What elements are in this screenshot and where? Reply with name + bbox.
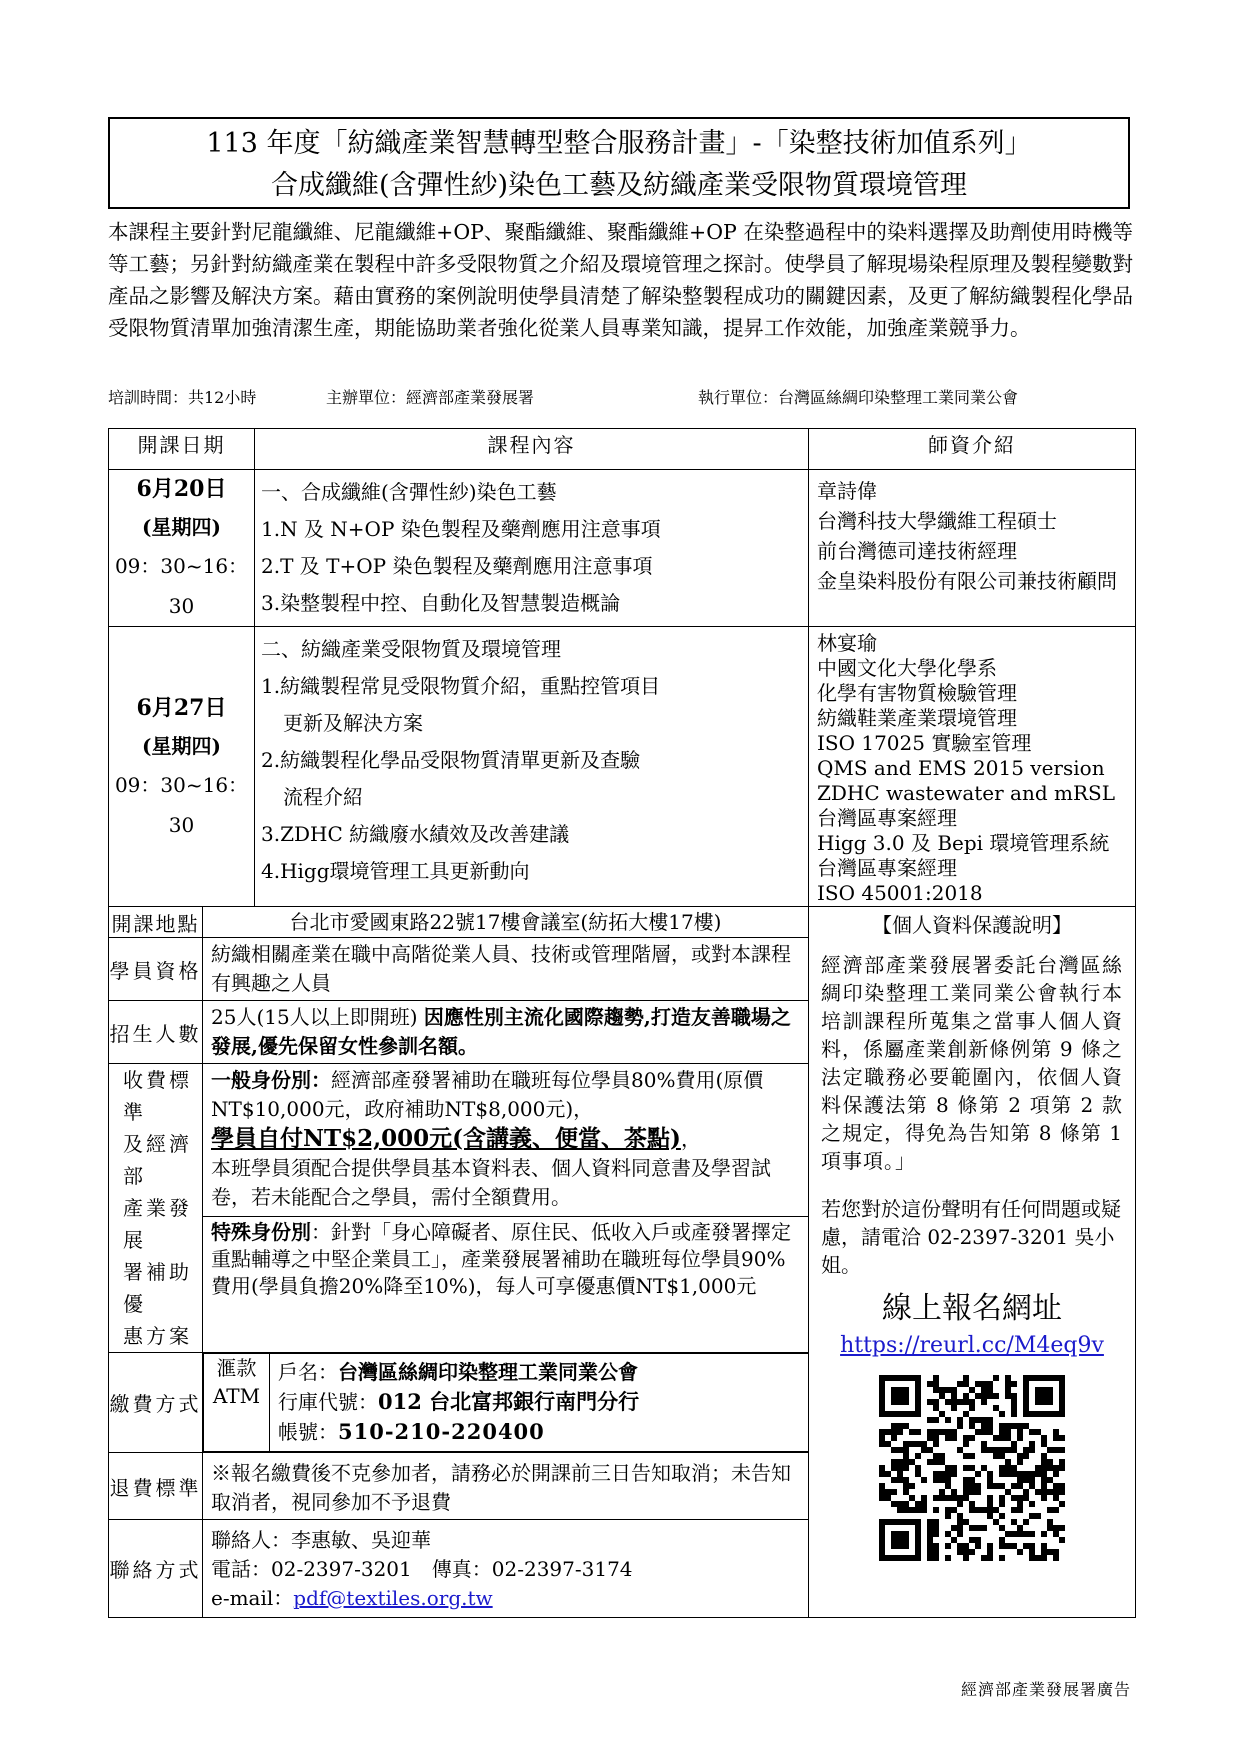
contact-phone: 電話：02-2397-3201 傳真：02-2397-3174 [211,1557,633,1581]
location-label: 開課地點 [109,907,203,938]
teacher-info: 前台灣德司達技術經理 [817,539,1017,563]
contact-email-link[interactable]: pdf@textiles.org.tw [293,1586,493,1610]
session-item: 2.紡織製程化學品受限物質清單更新及查驗 [261,748,641,772]
footer-ad: 經濟部產業發展署廣告 [960,1680,1131,1699]
session-date: 6月20日 [136,476,227,502]
session-item: 3.染整製程中控、自動化及智慧製造概論 [261,591,621,615]
contact-label: 聯絡方式 [109,1520,203,1618]
qr-code-icon[interactable] [879,1375,1065,1561]
header-date: 開課日期 [109,429,255,470]
enrollment-gender-note: 因應性別主流化國際趨勢,打造友善職場之發展,優先保留女性參訓名額。 [211,1005,791,1058]
payment-method-line: ATM [212,1384,261,1408]
contact-value [203,1520,809,1618]
session-item: 更新及解決方案 [283,711,423,735]
session-topic: 一、合成纖維(含彈性紗)染色工藝 [261,480,557,504]
account-name: 台灣區絲綢印染整理工業同業公會 [338,1360,638,1384]
session-row [109,627,1136,907]
session-weekday: (星期四) [142,515,221,539]
refund-label: 退費標準 [109,1453,203,1520]
enrollment-label: 招生人數 [109,1001,203,1064]
session-content [255,470,809,627]
session-item: 1.紡織製程常見受限物質介紹，重點控管項目 [261,674,661,698]
fees-general [203,1064,808,1217]
session-time: 09：30~16：30 [114,554,249,618]
fees-label-line: 惠方案 [123,1324,192,1348]
header-content: 課程內容 [255,429,809,470]
training-time: 培訓時間：共12小時 [108,388,257,407]
course-table [108,428,1136,1618]
contact-email-label: e-mail： [211,1586,294,1610]
session-item: 1.N 及 N+OP 染色製程及藥劑應用注意事項 [261,517,661,541]
fees-special [203,1217,808,1302]
session-date-cell [109,470,255,627]
teacher-name: 章詩偉 [817,479,877,503]
fees-value [203,1064,809,1353]
signup-url-link[interactable]: https://reurl.cc/M4eq9v [840,1333,1104,1358]
teacher-info: Higg 3.0 及 Bepi 環境管理系統 [817,831,1110,855]
fees-general-label: 一般身份別： [211,1068,331,1092]
signup-title: 線上報名網址 [882,1291,1062,1326]
fees-special-text: ：針對「身心障礙者、原住民、低收入戶或產發署擇定重點輔導之中堅企業員工」，產業發展署補助在職班每位學員90%費用(學員負擔20%降至10%)，每人可享優惠價NT$1,000元 [211,1220,791,1298]
fees-general-note: 本班學員須配合提供學員基本資料表、個人資料同意書及學習試卷，若未能配合之學員，需付全額費用。 [211,1156,771,1209]
eligibility-label: 學員資格 [109,938,203,1001]
teacher-info: ZDHC wastewater and mRSL [817,781,1116,805]
bank-name: 012 台北富邦銀行南門分行 [378,1389,640,1414]
contact-people: 聯絡人：李惠敏、吳迎華 [211,1528,431,1552]
session-item: 4.Higg環境管理工具更新動向 [261,859,530,883]
title-line-1: 113 年度「紡織產業智慧轉型整合服務計畫」-「染整技術加值系列」 [206,128,1032,159]
teacher-name: 林宴瑜 [817,631,877,655]
title-line-2: 合成纖維(含彈性紗)染色工藝及紡織產業受限物質環境管理 [270,170,968,201]
title-box [108,117,1130,209]
session-item: 2.T 及 T+OP 染色製程及藥劑應用注意事項 [261,554,653,578]
eligibility-value: 紡織相關產業在職中高階從業人員、技術或管理階層，或對本課程有興趣之人員 [203,938,809,1001]
teacher-info: 紡織鞋業產業環境管理 [817,706,1017,730]
fees-self-pay: 學員自付NT$2,000元(含講義、便當、茶點) [211,1125,681,1152]
session-topic: 二、紡織產業受限物質及環境管理 [261,637,561,661]
fees-label-line: 及經濟部 [123,1132,192,1188]
header-teacher: 師資介紹 [809,429,1136,470]
course-intro [108,216,1133,344]
session-weekday: (星期四) [142,733,221,758]
bank-line [278,1387,800,1417]
teacher-info: 台灣科技大學纖維工程碩士 [817,509,1057,533]
session-date-cell [109,627,255,907]
contact-email-line [211,1584,800,1613]
teacher-cell [809,627,1136,907]
teacher-info: 金皇染料股份有限公司兼技術顧問 [817,569,1117,593]
organizer: 主辦單位：經濟部產業發展署 [326,388,535,407]
privacy-title: 【個人資料保護說明】 [872,913,1072,937]
payment-label: 繳費方式 [109,1353,203,1453]
location-value: 台北市愛國東路22號17樓會議室(紡拓大樓17樓) [203,907,809,938]
location-row [109,907,1136,938]
fees-label-line: 產業發展 [123,1196,192,1252]
fees-label [109,1064,203,1353]
account-number: 510-210-220400 [338,1419,545,1444]
bank-label: 行庫代號： [278,1390,378,1414]
teacher-info: ISO 17025 實驗室管理 [817,731,1032,755]
session-date: 6月27日 [136,694,227,721]
privacy-panel [809,907,1136,1618]
enrollment-count: 25人(15人以上即開班) [211,1005,424,1029]
privacy-question: 若您對於這份聲明有任何問題或疑慮，請電洽 02-2397-3201 吳小姐。 [821,1197,1121,1277]
fees-label-line: 收費標準 [123,1068,192,1124]
account-name-line [278,1358,800,1387]
payment-inner [203,1353,808,1452]
payment-account [270,1354,809,1452]
payment-method [204,1354,270,1452]
payment-method-line: 滙款 [216,1356,257,1380]
teacher-info: 台灣區專案經理 [817,856,957,880]
refund-value: ※報名繳費後不克參加者，請務必於開課前三日告知取消；未告知取消者，視同參加不予退費 [203,1453,809,1520]
teacher-info: 台灣區專案經理 [817,806,957,830]
executor: 執行單位：台灣區絲綢印染整理工業同業公會 [698,388,1019,407]
teacher-info: 化學有害物質檢驗管理 [817,681,1017,705]
teacher-info: ISO 45001:2018 [817,881,983,905]
fees-general-text: 經濟部產發署補助在職班每位學員80%費用(原價NT$10,000元，政府補助NT$8,000元)， [211,1068,764,1121]
fees-comma: ， [680,1127,701,1151]
teacher-cell [809,470,1136,627]
privacy-text: 經濟部產業發展署委託台灣區絲綢印染整理工業同業公會執行本培訓課程所蒐集之當事人個人資料，係屬產業創新條例第 9 條之法定職務必要範圍內，依個人資料保護法第 8 條第 2 項第 2 款之規定，得免為告知第 8 條第 1 項事項。」 [821,953,1123,1173]
info-line [108,386,1133,410]
account-no-line [278,1417,800,1447]
payment-value [203,1353,809,1453]
teacher-info: QMS and EMS 2015 version [817,756,1105,780]
session-content [255,627,809,907]
account-no-label: 帳號： [278,1420,338,1444]
session-item: 3.ZDHC 紡織廢水績效及改善建議 [261,822,570,846]
enrollment-value [203,1001,809,1064]
fees-special-label: 特殊身份別 [211,1220,311,1244]
teacher-info: 中國文化大學化學系 [817,656,997,680]
session-row [109,470,1136,627]
account-name-label: 戶名： [278,1360,338,1384]
session-time: 09：30~16：30 [114,772,249,837]
fees-label-line: 署補助優 [123,1260,192,1316]
intro-text: 本課程主要針對尼龍纖維、尼龍纖維+OP、聚酯纖維、聚酯纖維+OP 在染整過程中的染料選擇及助劑使用時機等等工藝；另針對紡織產業在製程中許多受限物質之介紹及環境管理之探討。使學員了解現場染程原理及製程變數對產品之影響及解決方案。藉由實務的案例說明使學員清楚了解染整製程成功的關鍵因素，及更了解紡織製程化學品受限物質清單加強清潔生產，期能協助業者強化從業人員專業知識，提昇工作效能，加強產業競爭力。 [108,220,1133,340]
table-header-row [109,429,1136,470]
session-item: 流程介紹 [283,785,363,809]
